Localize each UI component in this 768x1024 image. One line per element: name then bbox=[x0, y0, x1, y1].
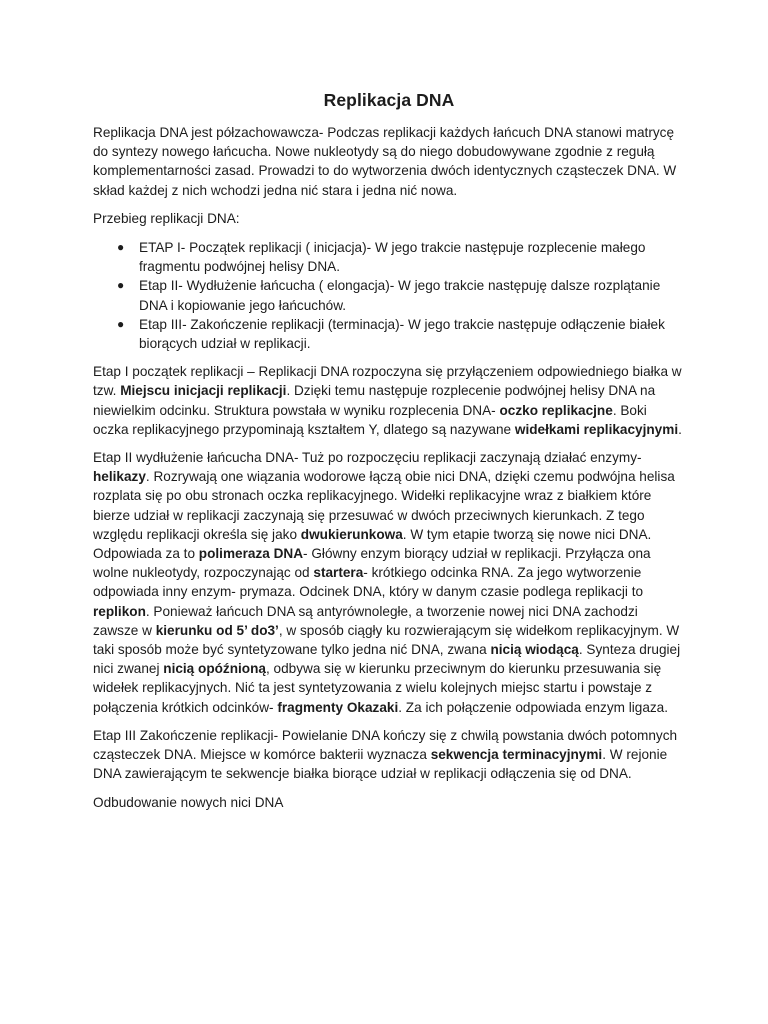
bold-term: polimeraza DNA bbox=[198, 546, 304, 562]
bold-term: replikon bbox=[93, 603, 146, 619]
paragraph-text: Etap I początek replikacji – Replikacji DNA rozpoczyna się przyłączeniem odpowiedniego białka w tzw. bbox=[93, 364, 682, 399]
stage-three-paragraph bbox=[93, 726, 685, 784]
paragraph-text: . Dzięki temu następuje rozplecenie podwójnej helisy DNA na niewielkim odcinku. Struktura powstała w wyniku rozplecenia DNA- bbox=[93, 383, 656, 418]
paragraph-text: . W tym etapie tworzą się nowe nici DNA. Odpowiada za to bbox=[93, 526, 652, 562]
bold-term: startera bbox=[313, 565, 364, 581]
bullet-icon: ● bbox=[117, 278, 125, 293]
list-item-text: Etap II- Wydłużenie łańcucha ( elongacja)- W jego trakcie następuję dalsze rozplątanie DNA i kopiowanie jego łańcuchów. bbox=[139, 278, 661, 313]
paragraph-text: . W rejonie DNA zawierającym te sekwencje białka biorące udział w replikacji odłączenia się od DNA. bbox=[93, 747, 668, 782]
list-item bbox=[117, 315, 685, 353]
bold-term: nicią opóźnioną bbox=[163, 661, 266, 677]
paragraph-text: - krótkiego odcinka RNA. Za jego wytworzenie odpowiada inny enzym- prymaza. Odcinek DNA, który w danym czasie podlega replikacji to bbox=[93, 565, 644, 600]
stages-list bbox=[93, 238, 685, 353]
bold-term: dwukierunkowa bbox=[300, 526, 403, 542]
bullet-icon: ● bbox=[117, 240, 125, 255]
paragraph-text: . Rozrywają one wiązania wodorowe łączą obie nici DNA, dzięki czemu podwójna helisa rozplata się po obu stronach oczka replikacyjnego. Widełki replikacyjne wraz z białkiem które bierze udział w replikacji zaczynają się przesuwać w dwóch przeciwnych kierunkach. Z tego względu replikacji określa się jako bbox=[93, 469, 675, 542]
paragraph-text: . bbox=[678, 421, 682, 437]
list-item bbox=[117, 238, 685, 276]
bold-term: helikazy bbox=[93, 469, 146, 485]
paragraph-text: , odbywa się w kierunku przeciwnym do kierunku przesuwania się widełek replikacyjnych. Nić ta jest syntetyzowania z wielu kolejnych miejsc startu i powstaje z połączenia krótkich odcinków- bbox=[93, 661, 662, 715]
document-title: Replikacja DNA bbox=[323, 90, 455, 110]
stage-two-paragraph bbox=[93, 448, 685, 717]
bold-term: fragmenty Okazaki bbox=[277, 699, 399, 715]
list-item-text: Etap III- Zakończenie replikacji (terminacja)- W jego trakcie następuje odłączenie białek biorących udział w replikacji. bbox=[139, 316, 665, 352]
stages-heading: Przebieg replikacji DNA: bbox=[93, 210, 240, 226]
bold-term: sekwencja terminacyjnymi bbox=[430, 747, 603, 763]
bold-term: kierunku od 5’ do3’ bbox=[155, 622, 279, 638]
paragraph-text: . Za ich połączenie odpowiada enzym ligaza. bbox=[398, 699, 669, 715]
paragraph-text: . Synteza drugiej nici zwanej bbox=[93, 642, 681, 677]
bold-term: widełkami replikacyjnymi bbox=[514, 421, 679, 437]
paragraph-text: Etap III Zakończenie replikacji- Powielanie DNA kończy się z chwilą powstania dwóch potomnych cząsteczek DNA. Miejsce w komórce bakterii wyznacza bbox=[93, 727, 678, 763]
bullet-icon: ● bbox=[117, 316, 125, 331]
list-item-text: ETAP I- Początek replikacji ( inicjacja)- W jego trakcie następuje rozplecenie małego fragmentu podwójnej helisy DNA. bbox=[139, 240, 646, 275]
closing-heading: Odbudowanie nowych nici DNA bbox=[93, 794, 284, 810]
bold-term: Miejscu inicjacji replikacji bbox=[120, 383, 287, 399]
paragraph-text: . Ponieważ łańcuch DNA są antyrównoległe, a tworzenie nowej nici DNA zachodzi zawsze w bbox=[93, 603, 638, 638]
bold-term: oczko replikacjne bbox=[499, 402, 613, 418]
list-item bbox=[117, 276, 685, 314]
stage-one-paragraph bbox=[93, 362, 685, 439]
paragraph-text: Etap II wydłużenie łańcucha DNA- Tuż po rozpoczęciu replikacji zaczynają działać enzymy- bbox=[93, 450, 642, 466]
intro-paragraph: Replikacja DNA jest półzachowawcza- Podczas replikacji każdych łańcuch DNA stanowi matrycę do syntezy nowego łańcucha. Nowe nukleotydy są do niego dobudowywane zgodnie z regułą komplementarności zasad. Prowadzi to do wytworzenia dwóch identycznych cząsteczek DNA. W skład każdej z nich wchodzi jedna nić stara i jedna nić nowa. bbox=[93, 125, 677, 198]
paragraph-text: , w sposób ciągły ku rozwierającym się widełkom replikacyjnym. W taki sposób może być syntetyzowane tylko jedna nić DNA, zwana bbox=[93, 622, 680, 658]
bold-term: nicią wiodącą bbox=[490, 642, 579, 658]
paragraph-text: . Boki oczka replikacyjnego przypominają kształtem Y, dlatego są nazywane bbox=[93, 402, 647, 437]
document-page bbox=[93, 88, 685, 821]
paragraph-text: - Główny enzym biorący udział w replikacji. Przyłącza ona wolne nukleotydy, rozpoczynając od bbox=[93, 546, 651, 581]
